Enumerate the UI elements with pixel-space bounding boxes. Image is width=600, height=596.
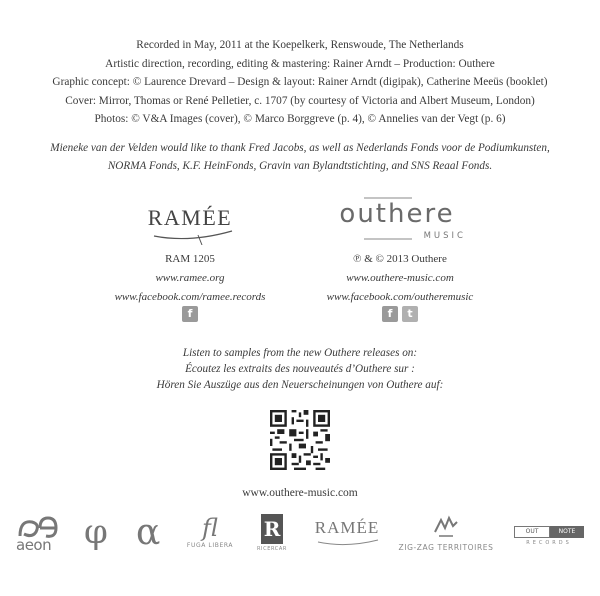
outhere-facebook-link[interactable]: www.facebook.com/outheremusic (326, 291, 474, 303)
outhere-website-link[interactable]: www.outhere-music.com (346, 272, 454, 284)
aeon-logo-text: aeon (16, 536, 52, 554)
facebook-icon[interactable]: f (382, 306, 398, 322)
outnote-mark (514, 526, 584, 538)
outhere-logo-text: outhere (339, 199, 455, 229)
label-logos-row (0, 512, 600, 562)
ramee-facebook-link[interactable]: www.facebook.com/ramee.records (114, 291, 266, 303)
twitter-icon[interactable]: t (402, 306, 418, 322)
outhere-logo-sub: MUSIC (423, 231, 466, 241)
ramee-swash-icon (140, 205, 240, 245)
credit-line-recording: Recorded in May, 2011 at the Koepelkerk, Renswoude, The Netherlands (136, 39, 464, 51)
credits-block (0, 36, 600, 129)
outhere-site-link[interactable]: www.outhere-music.com (242, 487, 358, 499)
ramee-small-logo[interactable] (310, 518, 384, 554)
ramee-logo (140, 205, 240, 245)
thanks-line-1: Mieneke van der Velden would like to thank Fred Jacobs, as well as Nederlands Fonds voor de Podiumkunsten, (50, 142, 550, 154)
alpha-logo[interactable]: α (136, 512, 161, 553)
facebook-icon[interactable]: f (182, 306, 198, 322)
credit-line-cover: Cover: Mirror, Thomas or René Pelletier, c. 1707 (by courtesy of Victoria and Albert Museum, London) (65, 94, 535, 107)
outhere-info (305, 250, 495, 307)
ricercar-caption: RICERCAR (256, 546, 287, 552)
ramee-info (95, 250, 285, 307)
outhere-logo (322, 195, 472, 245)
fuga-libera-mark-icon: fl (201, 514, 218, 542)
credit-line-artistic: Artistic direction, recording, editing & mastering: Rainer Arndt – Production: Outhere (105, 57, 495, 70)
zig-zag-caption: ZIG-ZAG TERRITOIRES (398, 543, 494, 552)
outnote-out: OUT (514, 526, 550, 538)
listen-block (0, 345, 600, 393)
outhere-copyright: ℗ & © 2013 Outhere (353, 253, 447, 265)
ramee-logo-text: RAMÉE (147, 205, 233, 230)
listen-line-de: Hören Sie Auszüge aus den Neuerscheinungen von Outhere auf: (156, 379, 444, 391)
zig-zag-territoires-logo[interactable] (394, 514, 498, 558)
ricercar-logo[interactable] (254, 514, 290, 558)
listen-line-fr: Écoutez les extraits des nouveautés d’Outhere sur : (185, 363, 415, 375)
listen-line-en: Listen to samples from the new Outhere releases on: (182, 347, 418, 359)
fuga-libera-logo[interactable] (184, 514, 236, 558)
ramee-social (182, 306, 198, 322)
ramee-small-swash-icon (310, 536, 384, 550)
aeon-logo[interactable] (14, 514, 60, 556)
credit-line-graphic: Graphic concept: © Laurence Drevard – Design & layout: Rainer Arndt (digipak), Catherine Meeüs (booklet) (52, 76, 548, 89)
ramee-small-logo-text: RAMÉE (314, 518, 380, 537)
ricercar-mark-icon: R (261, 514, 283, 544)
outnote-logo[interactable] (514, 526, 584, 552)
qr-code-icon[interactable] (270, 410, 330, 470)
outnote-note: NOTE (550, 526, 584, 538)
credit-line-photos: Photos: © V&A Images (cover), © Marco Borggreve (p. 4), © Annelies van der Vegt (p. 6) (94, 113, 506, 126)
phi-logo[interactable]: φ (84, 512, 108, 552)
outnote-records: RECORDS (526, 540, 572, 546)
fuga-libera-caption: FUGA LIBERA (186, 542, 234, 549)
outhere-social (382, 306, 418, 322)
zig-zag-mark-icon (431, 514, 461, 538)
thanks-line-2: NORMA Fonds, K.F. HeinFonds, Gravin van Bylandtstichting, and SNS Reaal Fonds. (107, 160, 493, 172)
ramee-website-link[interactable]: www.ramee.org (155, 272, 225, 284)
thanks-block (0, 139, 600, 175)
ramee-catalog: RAM 1205 (165, 253, 215, 265)
